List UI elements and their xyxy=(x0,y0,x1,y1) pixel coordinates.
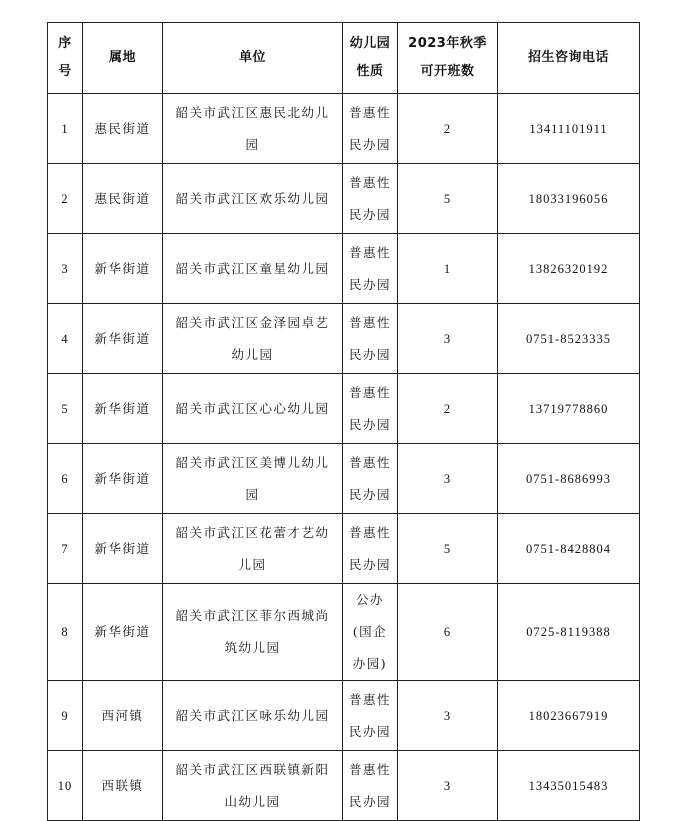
cell-district: 新华街道 xyxy=(83,584,163,681)
cell-seq: 6 xyxy=(48,444,83,514)
cell-district: 惠民街道 xyxy=(83,94,163,164)
cell-phone: 18023667919 xyxy=(498,681,640,751)
cell-unit: 韶关市武江区惠民北幼儿园 xyxy=(163,94,343,164)
cell-seq: 9 xyxy=(48,681,83,751)
cell-district: 西河镇 xyxy=(83,681,163,751)
cell-district: 西联镇 xyxy=(83,751,163,821)
header-nature: 幼儿园性质 xyxy=(343,23,398,94)
cell-unit: 韶关市武江区欢乐幼儿园 xyxy=(163,164,343,234)
cell-district: 新华街道 xyxy=(83,234,163,304)
table-row xyxy=(48,164,640,234)
cell-district: 新华街道 xyxy=(83,514,163,584)
header-district: 属地 xyxy=(83,23,163,94)
cell-district: 新华街道 xyxy=(83,374,163,444)
cell-unit: 韶关市武江区心心幼儿园 xyxy=(163,374,343,444)
cell-seq: 1 xyxy=(48,94,83,164)
cell-phone: 0751-8428804 xyxy=(498,514,640,584)
cell-seq: 10 xyxy=(48,751,83,821)
cell-nature: 普惠性民办园 xyxy=(343,751,398,821)
table-row xyxy=(48,94,640,164)
cell-nature: 普惠性民办园 xyxy=(343,374,398,444)
cell-nature: 普惠性民办园 xyxy=(343,234,398,304)
cell-classes: 2 xyxy=(398,94,498,164)
cell-seq: 5 xyxy=(48,374,83,444)
cell-nature: 普惠性民办园 xyxy=(343,514,398,584)
table-row xyxy=(48,681,640,751)
table-row xyxy=(48,444,640,514)
cell-nature: 普惠性民办园 xyxy=(343,304,398,374)
cell-phone: 0751-8523335 xyxy=(498,304,640,374)
cell-seq: 3 xyxy=(48,234,83,304)
cell-nature: 公办(国企办园) xyxy=(343,584,398,681)
cell-classes: 3 xyxy=(398,304,498,374)
header-phone: 招生咨询电话 xyxy=(498,23,640,94)
cell-unit: 韶关市武江区金泽园卓艺幼儿园 xyxy=(163,304,343,374)
cell-phone: 0725-8119388 xyxy=(498,584,640,681)
table-row xyxy=(48,514,640,584)
header-unit: 单位 xyxy=(163,23,343,94)
cell-phone: 13411101911 xyxy=(498,94,640,164)
cell-phone: 13435015483 xyxy=(498,751,640,821)
cell-classes: 2 xyxy=(398,374,498,444)
cell-classes: 5 xyxy=(398,514,498,584)
kindergarten-enrollment-table xyxy=(47,22,640,821)
cell-nature: 普惠性民办园 xyxy=(343,94,398,164)
cell-classes: 3 xyxy=(398,751,498,821)
table-row xyxy=(48,304,640,374)
table-header-row xyxy=(48,23,640,94)
cell-classes: 5 xyxy=(398,164,498,234)
cell-unit: 韶关市武江区咏乐幼儿园 xyxy=(163,681,343,751)
cell-classes: 6 xyxy=(398,584,498,681)
cell-seq: 4 xyxy=(48,304,83,374)
cell-unit: 韶关市武江区西联镇新阳山幼儿园 xyxy=(163,751,343,821)
cell-phone: 13719778860 xyxy=(498,374,640,444)
cell-unit: 韶关市武江区菲尔西城尚筑幼儿园 xyxy=(163,584,343,681)
cell-nature: 普惠性民办园 xyxy=(343,444,398,514)
table-row xyxy=(48,751,640,821)
cell-seq: 2 xyxy=(48,164,83,234)
cell-phone: 0751-8686993 xyxy=(498,444,640,514)
cell-classes: 3 xyxy=(398,444,498,514)
cell-unit: 韶关市武江区美博儿幼儿园 xyxy=(163,444,343,514)
header-classes: 2023年秋季可开班数 xyxy=(398,23,498,94)
cell-classes: 3 xyxy=(398,681,498,751)
table-row xyxy=(48,234,640,304)
cell-district: 新华街道 xyxy=(83,304,163,374)
table-row xyxy=(48,374,640,444)
cell-classes: 1 xyxy=(398,234,498,304)
cell-seq: 8 xyxy=(48,584,83,681)
table-row xyxy=(48,584,640,681)
cell-unit: 韶关市武江区花蕾才艺幼儿园 xyxy=(163,514,343,584)
cell-nature: 普惠性民办园 xyxy=(343,681,398,751)
cell-phone: 18033196056 xyxy=(498,164,640,234)
cell-nature: 普惠性民办园 xyxy=(343,164,398,234)
cell-phone: 13826320192 xyxy=(498,234,640,304)
cell-seq: 7 xyxy=(48,514,83,584)
header-seq: 序号 xyxy=(48,23,83,94)
cell-district: 惠民街道 xyxy=(83,164,163,234)
cell-unit: 韶关市武江区童星幼儿园 xyxy=(163,234,343,304)
cell-district: 新华街道 xyxy=(83,444,163,514)
